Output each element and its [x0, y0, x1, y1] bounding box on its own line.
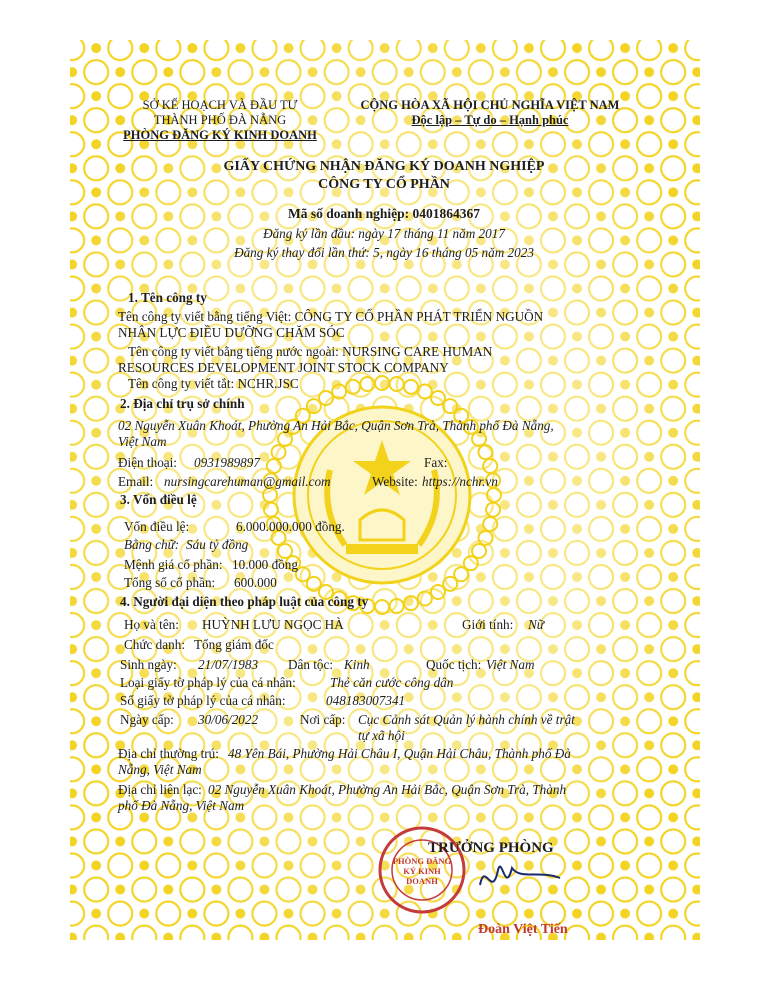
- rep-title: Tổng giám đốc: [194, 637, 274, 652]
- section-1-heading: 1. Tên công ty: [128, 290, 207, 305]
- rep-contact-label: Địa chỉ liên lạc:: [118, 782, 202, 797]
- rep-gender: Nữ: [528, 617, 544, 632]
- company-name-short: Tên công ty viết tắt: NCHR.JSC: [128, 376, 299, 391]
- signer-name: Đoàn Việt Tiến: [478, 922, 568, 937]
- rep-ethnic: Kinh: [344, 657, 370, 672]
- charter-capital-label: Vốn điều lệ:: [124, 519, 190, 534]
- website-value: https://nchr.vn: [422, 474, 498, 489]
- rep-issue-place-line2: tự xã hội: [358, 728, 405, 743]
- email-label: Email:: [118, 474, 154, 489]
- title-line1: GIẤY CHỨNG NHẬN ĐĂNG KÝ DOANH NGHIỆP: [223, 159, 545, 174]
- address-line2: Việt Nam: [118, 434, 167, 449]
- email-value: nursingcarehuman@gmail.com: [164, 474, 331, 489]
- section-3-heading: 3. Vốn điều lệ: [120, 492, 197, 507]
- rep-ethnic-label: Dân tộc:: [288, 657, 334, 672]
- seal-text: PHÒNG ĐĂNG KÝ KINH DOANH: [392, 856, 452, 886]
- rep-permanent-line1: 48 Yên Bái, Phường Hải Châu I, Quận Hải Châu, Thành phố Đà: [228, 746, 571, 761]
- rep-doc-number: 048183007341: [326, 693, 406, 708]
- rep-name: HUỲNH LƯU NGỌC HÀ: [202, 617, 344, 632]
- title-line2: CÔNG TY CỔ PHẦN: [318, 177, 450, 192]
- total-shares-label: Tổng số cổ phần:: [124, 575, 216, 590]
- header-left-line3: PHÒNG ĐĂNG KÝ KINH DOANH: [123, 128, 317, 142]
- rep-nationality-label: Quốc tịch:: [426, 657, 482, 672]
- business-code: Mã số doanh nghiệp: 0401864367: [287, 206, 481, 221]
- section-4-heading: 4. Người đại diện theo pháp luật của công ty: [120, 594, 369, 609]
- first-registration: Đăng ký lần đầu: ngày 17 tháng 11 năm 2017: [263, 226, 505, 241]
- signature-title: TRƯỞNG PHÒNG: [428, 840, 554, 856]
- rep-issue-place-line1: Cục Cảnh sát Quản lý hành chính về trật: [358, 712, 575, 727]
- company-name-vn-line1: Tên công ty viết bằng tiếng Việt: CÔNG TY CỔ PHẦN PHÁT TRIỂN NGUỒN: [118, 309, 544, 324]
- par-value: 10.000 đồng: [232, 557, 298, 572]
- rep-issue-place-label: Nơi cấp:: [300, 712, 346, 727]
- company-name-vn-line2: NHÂN LỰC ĐIỀU DƯỠNG CHĂM SÓC: [118, 325, 345, 340]
- total-shares-value: 600.000: [234, 575, 277, 590]
- rep-contact-line2: phố Đà Nẵng, Việt Nam: [118, 798, 245, 813]
- rep-contact-line1: 02 Nguyễn Xuân Khoát, Phường An Hải Bắc, Quận Sơn Trà, Thành: [208, 782, 567, 797]
- rep-issue-date: 30/06/2022: [198, 712, 259, 727]
- rep-issue-date-label: Ngày cấp:: [120, 712, 174, 727]
- rep-nationality: Việt Nam: [486, 657, 535, 672]
- company-name-en-line2: RESOURCES DEVELOPMENT JOINT STOCK COMPANY: [118, 360, 449, 375]
- rep-doc-type: Thẻ căn cước công dân: [330, 675, 454, 690]
- rep-doc-number-label: Số giấy tờ pháp lý của cá nhân:: [120, 693, 286, 708]
- header-left-line1: SỞ KẾ HOẠCH VÀ ĐẦU TƯ: [142, 98, 298, 112]
- par-value-label: Mệnh giá cổ phần:: [124, 557, 223, 572]
- fax-label: Fax:: [424, 455, 448, 470]
- rep-doc-type-label: Loại giấy tờ pháp lý của cá nhân:: [120, 675, 296, 690]
- phone-label: Điện thoại:: [118, 455, 177, 470]
- header-left-line2: THÀNH PHỐ ĐÀ NẴNG: [153, 113, 287, 127]
- rep-title-label: Chức danh:: [124, 637, 185, 652]
- phone-value: 0931989897: [194, 455, 260, 470]
- header-right-line2: Độc lập – Tự do – Hạnh phúc: [411, 113, 569, 127]
- rep-gender-label: Giới tính:: [462, 617, 514, 632]
- rep-dob: 21/07/1983: [198, 657, 259, 672]
- header-right-line1: CỘNG HÒA XÃ HỘI CHỦ NGHĨA VIỆT NAM: [360, 98, 620, 112]
- rep-name-label: Họ và tên:: [124, 617, 179, 632]
- rep-dob-label: Sinh ngày:: [120, 657, 177, 672]
- capital-words-label: Bằng chữ:: [124, 537, 180, 552]
- rep-permanent-label: Địa chỉ thường trú:: [118, 746, 219, 761]
- charter-capital-value: 6.000.000.000 đồng.: [236, 519, 345, 534]
- company-name-en-line1: Tên công ty viết bằng tiếng nước ngoài: NURSING CARE HUMAN: [128, 344, 493, 359]
- website-label: Website:: [372, 474, 418, 489]
- section-2-heading: 2. Địa chỉ trụ sở chính: [120, 396, 245, 411]
- address-line1: 02 Nguyễn Xuân Khoát, Phường An Hải Bắc, Quận Sơn Trà, Thành phố Đà Nẵng,: [118, 418, 554, 433]
- registration-change: Đăng ký thay đổi lần thứ: 5, ngày 16 tháng 05 năm 2023: [234, 245, 534, 260]
- capital-words-value: Sáu tỷ đồng: [186, 537, 249, 552]
- rep-permanent-line2: Nẵng, Việt Nam: [118, 762, 202, 777]
